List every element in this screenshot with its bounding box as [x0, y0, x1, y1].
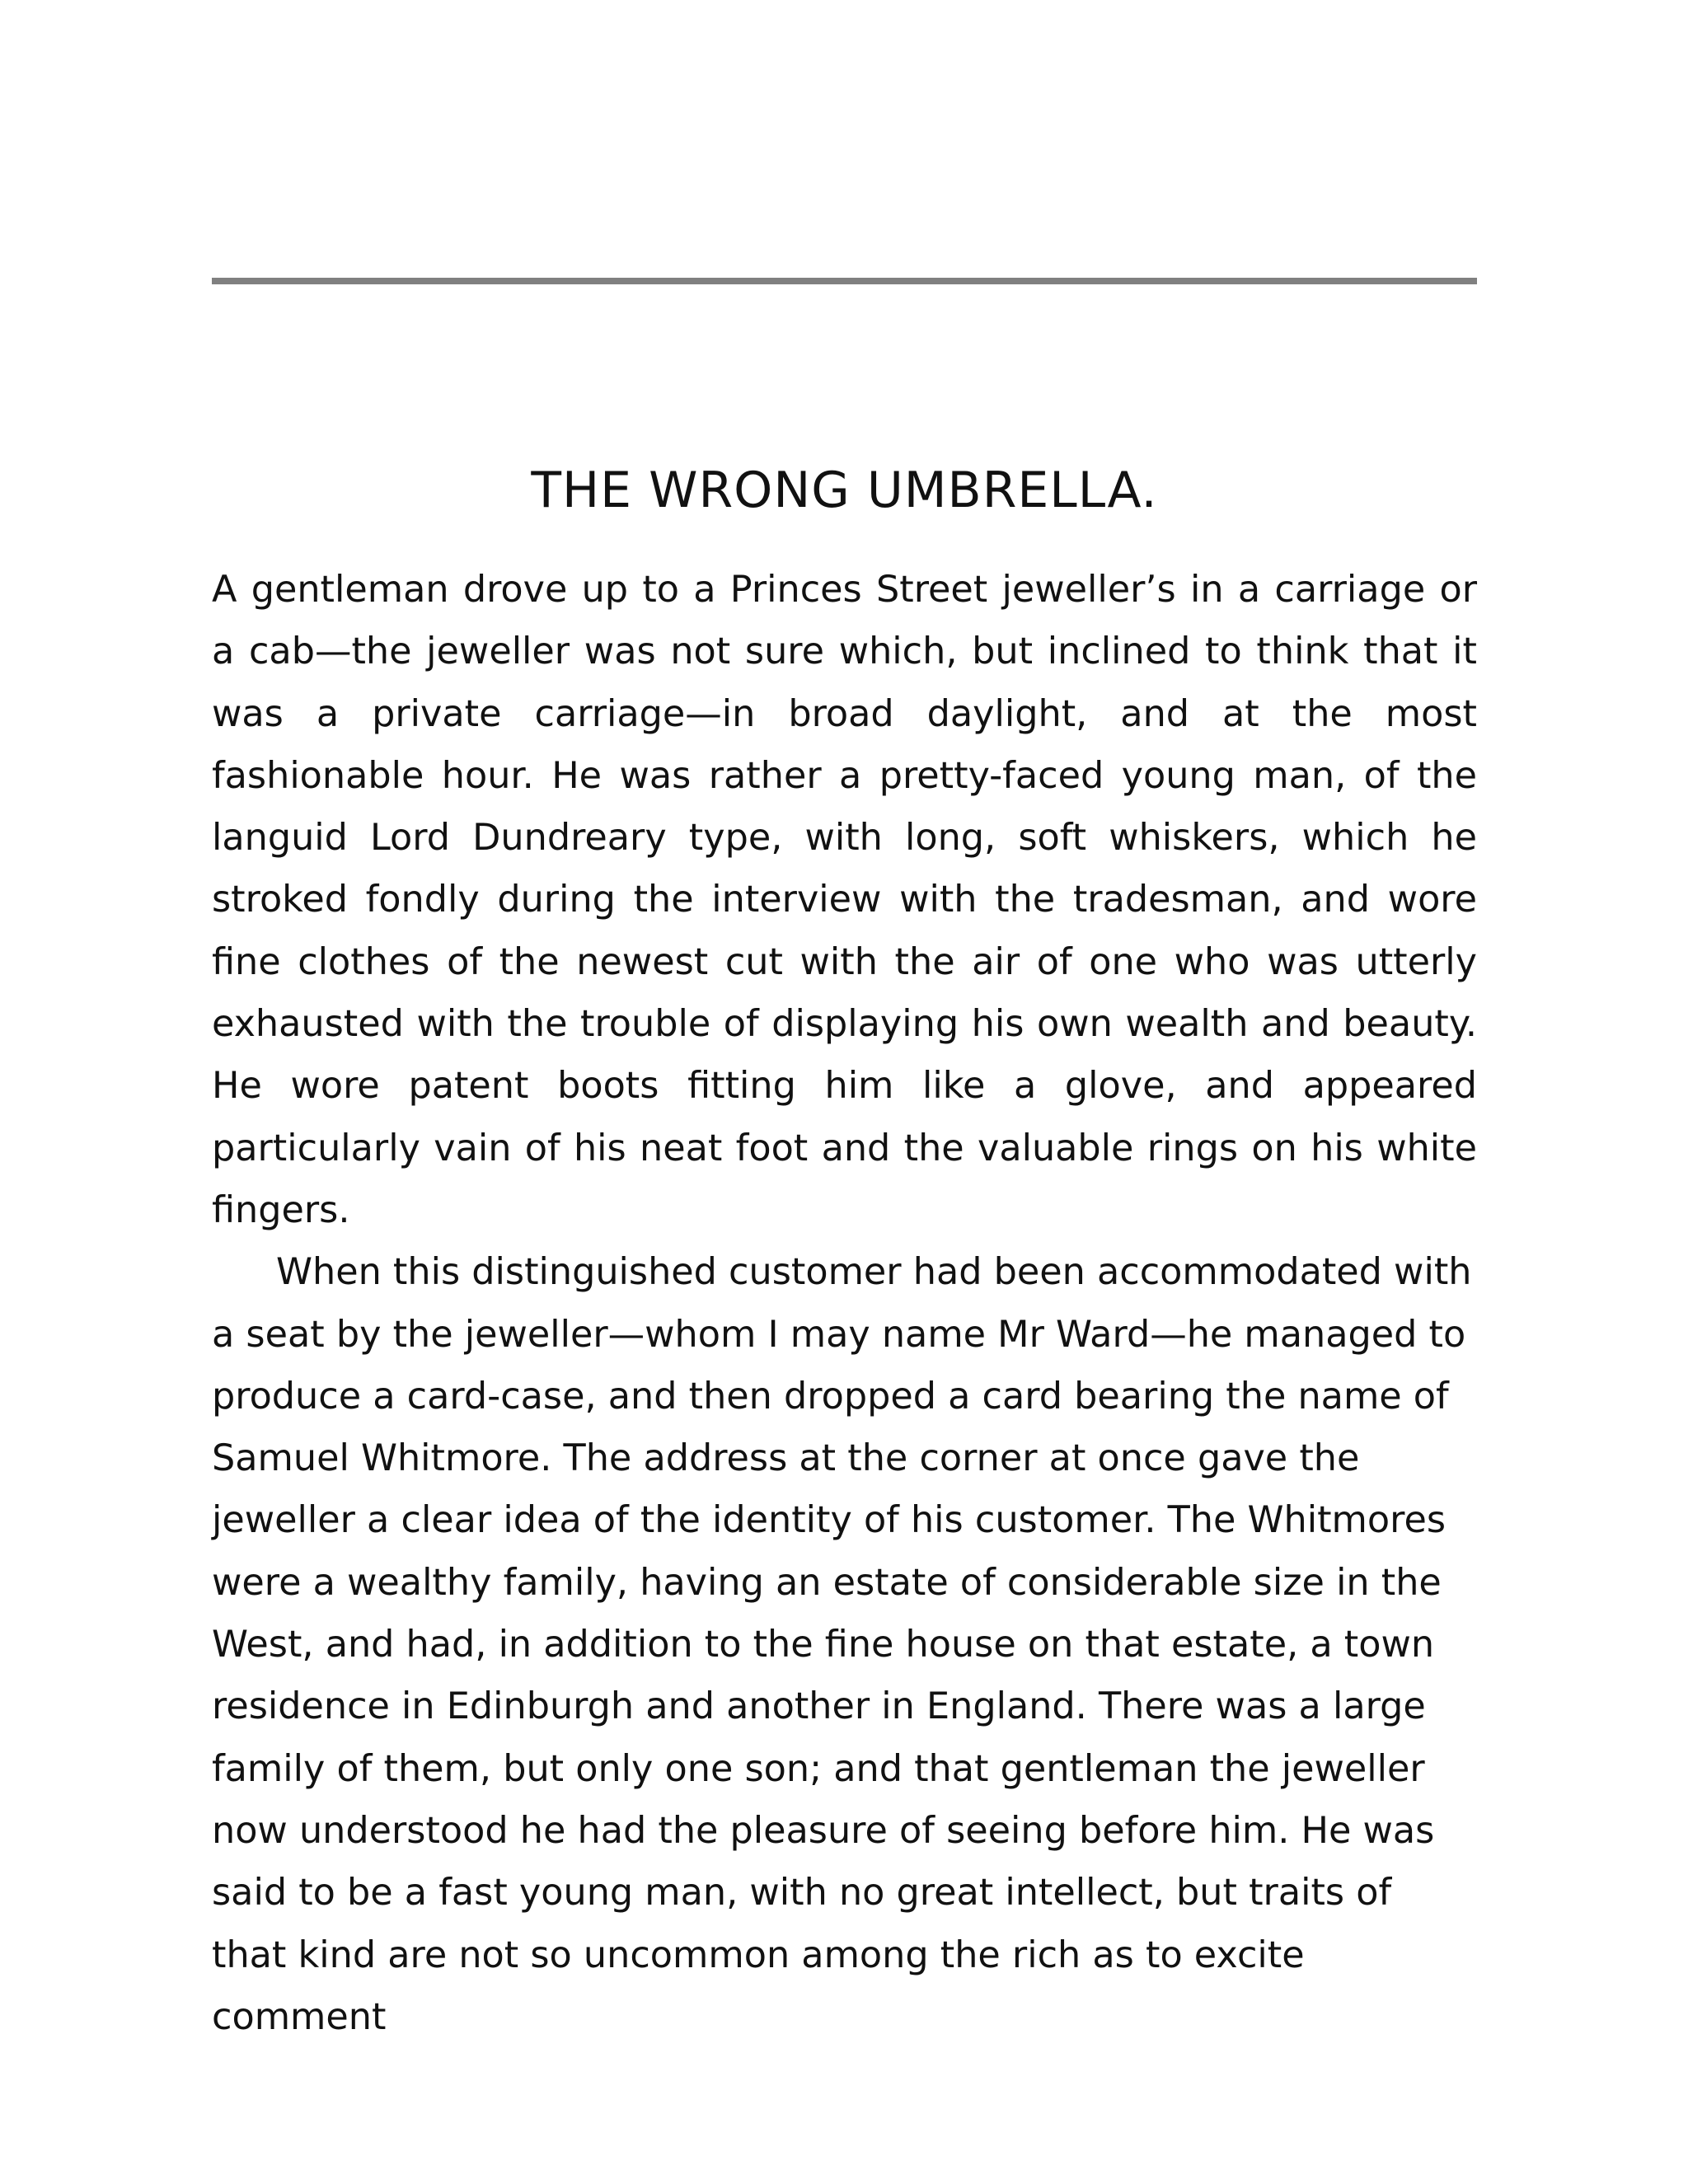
paragraph-2: When this distinguished customer had been accommodated with a seat by the jeweller—whom I may name Mr Ward—he managed to produce a card-case, and then dropped a card bearing the name of Samuel Whitmore. The address at the corner at once gave the jeweller a clear idea of the identity of his customer. The Whitmores were a wealthy family, having an estate of considerable size in the West, and had, in addition to the fine house on that estate, a town residence in Edinburgh and another in England. There was a large family of them, but only one son; and that gentleman the jeweller now understood he had the pleasure of seeing before him. He was said to be a fast young man, with no great intellect, but traits of that kind are not so uncommon among the rich as to excite comment	[212, 1251, 1472, 2038]
chapter-body	[212, 559, 1477, 2048]
paragraph-1: A gentleman drove up to a Princes Street jeweller’s in a carriage or a cab—the jeweller was not sure which, but inclined to think that it was a private carriage—in broad daylight, and at the most fashionable hour. He was rather a pretty-faced young man, of the languid Lord Dundreary type, with long, soft whiskers, which he stroked fondly during the interview with the tradesman, and wore fine clothes of the newest cut with the air of one who was utterly exhausted with the trouble of displaying his own wealth and beauty. He wore patent boots fitting him like a glove, and appeared particularly vain of his neat foot and the valuable rings on his white fingers.	[212, 569, 1477, 1231]
top-horizontal-rule	[212, 278, 1477, 284]
chapter-title: THE WRONG UMBRELLA.	[531, 462, 1158, 519]
